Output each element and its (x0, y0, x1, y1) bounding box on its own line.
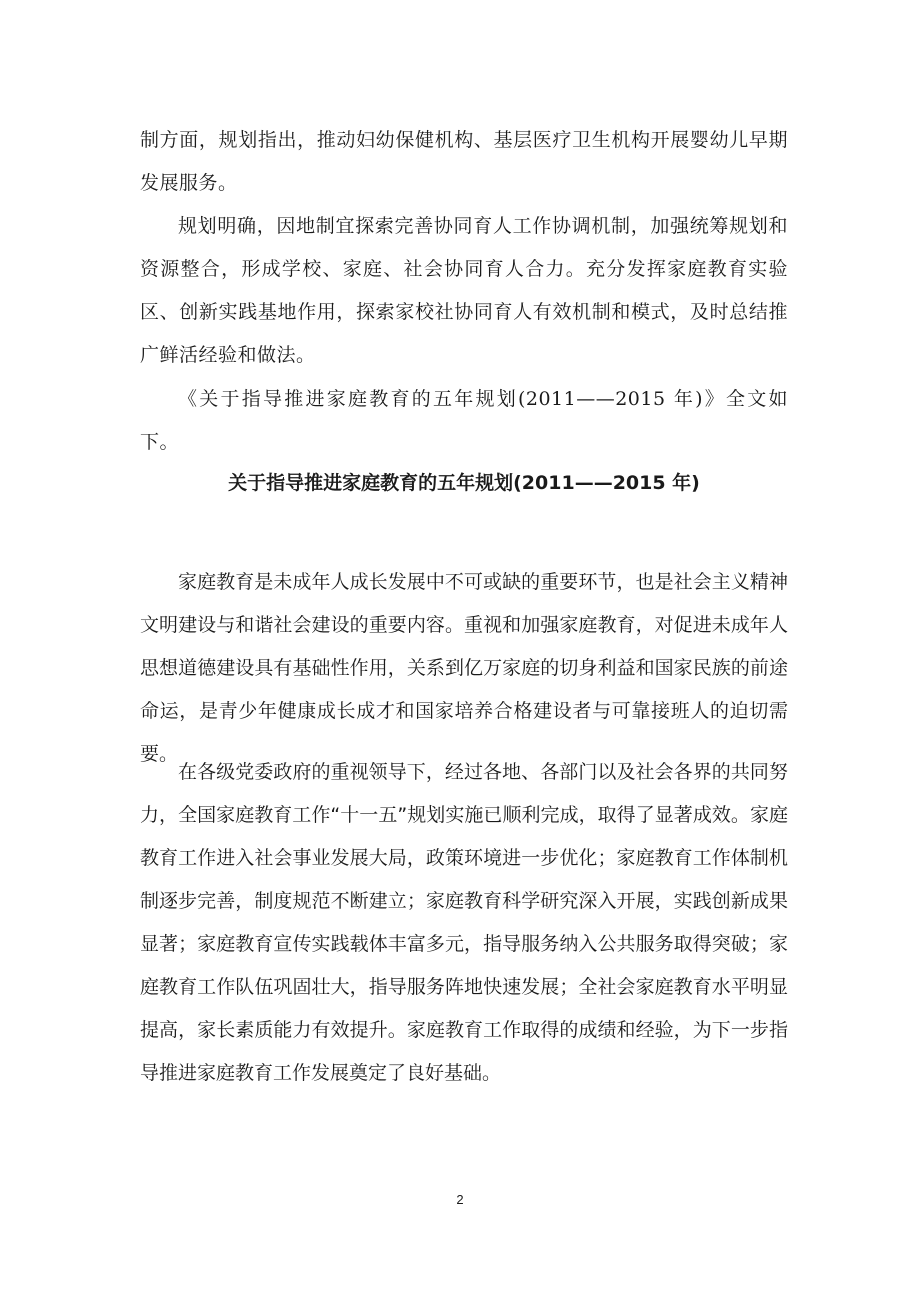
paragraph-coordination-mechanism: 规划明确，因地制宜探索完善协同育人工作协调机制，加强统筹规划和资源整合，形成学校、家庭、社会协同育人合力。充分发挥家庭教育实验区、创新实践基地作用，探索家校社协同育人有效机制和模式，及时总结推广鲜活经验和做法。 (140, 215, 788, 366)
document-title: 关于指导推进家庭教育的五年规划(2011——2015 年) (228, 472, 700, 494)
paragraph-family-education-importance: 家庭教育是未成年人成长发展中不可或缺的重要环节，也是社会主义精神文明建设与和谐社会建设的重要内容。重视和加强家庭教育，对促进未成年人思想道德建设具有基础性作用，关系到亿万家庭的切身利益和国家民族的前途命运，是青少年健康成长成才和国家培养合格建设者与可靠接班人的迫切需要。 (140, 571, 788, 765)
paragraph-full-text-intro: 《关于指导推进家庭教育的五年规划(2011——2015 年)》全文如下。 (140, 388, 788, 453)
paragraph-achievements: 在各级党委政府的重视领导下，经过各地、各部门以及社会各界的共同努力，全国家庭教育工作“十一五”规划实施已顺利完成，取得了显著成效。家庭教育工作进入社会事业发展大局，政策环境进一步优化；家庭教育工作体制机制逐步完善，制度规范不断建立；家庭教育科学研究深入开展，实践创新成果显著；家庭教育宣传实践载体丰富多元，指导服务纳入公共服务取得突破；家庭教育工作队伍巩固壮大，指导服务阵地快速发展；全社会家庭教育水平明显提高，家长素质能力有效提升。家庭教育工作取得的成绩和经验，为下一步指导推进家庭教育工作发展奠定了良好基础。 (140, 761, 788, 1084)
page-number: 2 (456, 1192, 464, 1207)
paragraph-continuation: 制方面，规划指出，推动妇幼保健机构、基层医疗卫生机构开展婴幼儿早期发展服务。 (140, 129, 788, 194)
